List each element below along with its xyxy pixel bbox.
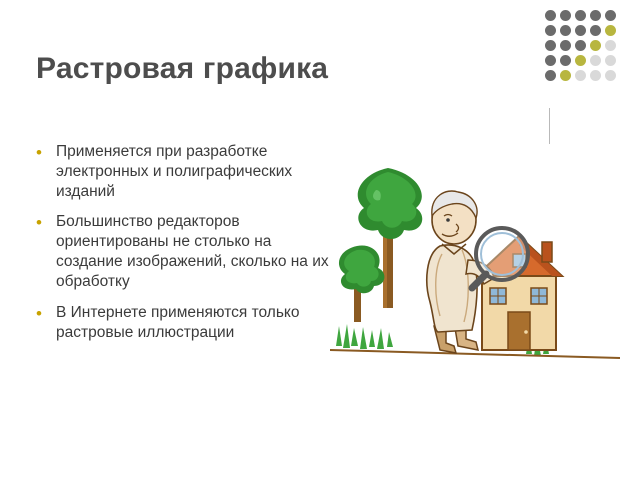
dot-icon: [605, 25, 616, 36]
dot-icon: [560, 40, 571, 51]
list-item-text: Большинство редакторов ориентированы не столько на создание изображений, сколько на их обработку: [56, 213, 329, 290]
list-item: [30, 212, 330, 291]
dot-icon: [575, 40, 586, 51]
dot-icon: [590, 25, 601, 36]
bullet-icon: •: [36, 213, 42, 233]
dot-icon: [545, 70, 556, 81]
bullet-icon: •: [36, 303, 42, 323]
dot-icon: [575, 25, 586, 36]
dot-icon: [590, 55, 601, 66]
list-item-text: Применяется при разработке электронных и полиграфических изданий: [56, 143, 293, 200]
bullet-icon: •: [36, 143, 42, 162]
vertical-rule-divider: [549, 108, 550, 144]
dot-icon: [590, 10, 601, 21]
dot-icon: [575, 70, 586, 81]
dot-icon: [575, 10, 586, 21]
dot-icon: [605, 40, 616, 51]
dot-icon: [590, 70, 601, 81]
dot-icon: [560, 10, 571, 21]
dot-icon: [605, 70, 616, 81]
dot-icon: [560, 70, 571, 81]
dot-icon: [545, 40, 556, 51]
list-item: [30, 303, 330, 343]
dot-icon: [605, 55, 616, 66]
dot-icon: [560, 55, 571, 66]
illustration-image: [330, 150, 620, 380]
grass-icon: [336, 324, 393, 349]
list-item-text: В Интернете применяются только растровые иллюстрации: [56, 303, 300, 341]
dot-icon: [560, 25, 571, 36]
page-title: Растровая графика: [36, 52, 329, 85]
dot-icon: [545, 10, 556, 21]
tree-small-icon: [339, 246, 384, 322]
dot-icon: [545, 25, 556, 36]
dot-icon: [545, 55, 556, 66]
list-item: [30, 142, 330, 201]
dot-icon: [590, 40, 601, 51]
dot-icon: [575, 55, 586, 66]
bullet-list: [30, 142, 330, 353]
ground-line: [330, 350, 620, 358]
dot-grid-decoration: [545, 10, 631, 106]
dot-icon: [605, 10, 616, 21]
